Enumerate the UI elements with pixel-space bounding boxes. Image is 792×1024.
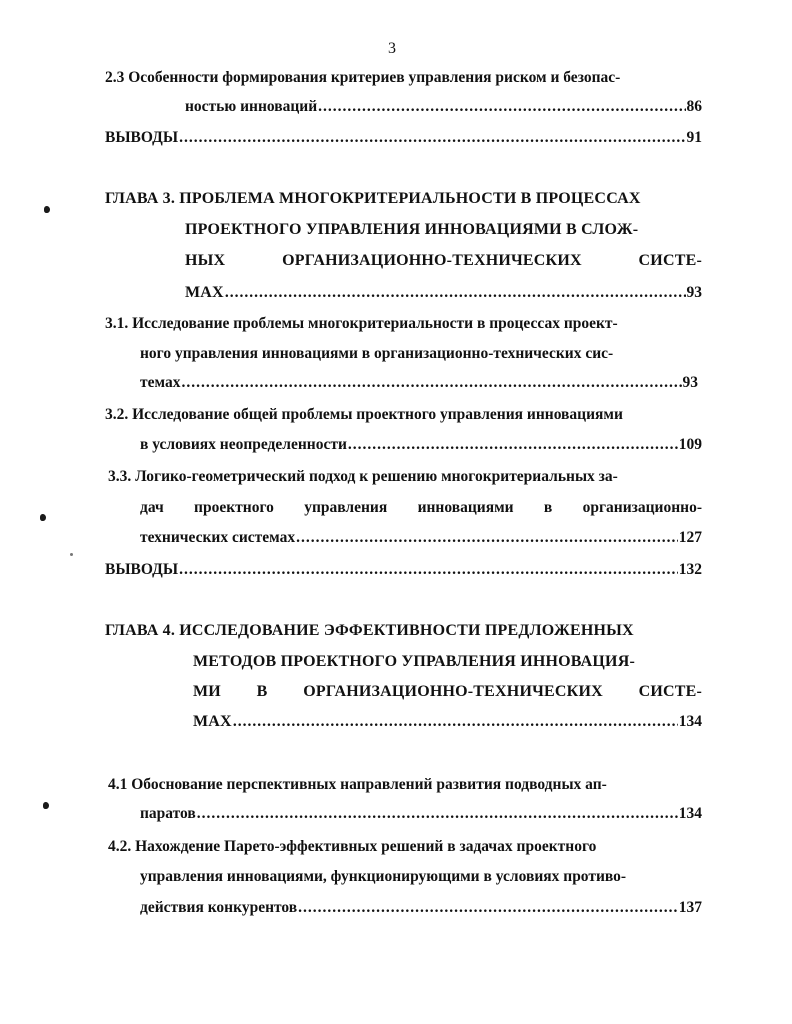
toc-entry-4-2-title-line-2: управления инновациями, функционирующими в условиях противо- — [140, 868, 627, 885]
toc-entry-3-2-line-1 — [105, 404, 702, 426]
toc-chapter-4-title-line-2: МЕТОДОВ ПРОЕКТНОГО УПРАВЛЕНИЯ ИННОВАЦИЯ- — [193, 653, 635, 670]
toc-leader-dots — [233, 711, 678, 733]
toc-entry-3-3-word: проектного — [194, 499, 274, 516]
toc-entry-3-2-title-line-1: 3.2. Исследование общей проблемы проектного управления инновациями — [105, 406, 623, 423]
toc-entry-conclusions-2-title: ВЫВОДЫ — [105, 129, 179, 146]
toc-entry-3-1-line-2 — [140, 343, 702, 365]
toc-entry-3-2-title-line-2: в условиях неопределенности — [140, 436, 347, 453]
toc-entry-4-1-line-1 — [108, 774, 702, 796]
toc-chapter-4-title-line-4: МАХ — [193, 713, 232, 730]
toc-entry-2-3-line-1 — [105, 67, 702, 89]
toc-chapter-3-title-line-4: МАХ — [185, 284, 224, 301]
toc-entry-4-2-title-line-1: 4.2. Нахождение Парето-эффективных решений в задачах проектного — [108, 838, 597, 855]
toc-leader-dots — [296, 527, 678, 549]
toc-entry-3-3-line-3 — [140, 527, 702, 549]
toc-entry-3-3-word: инновациями — [417, 499, 514, 516]
toc-entry-conclusions-3-page: 132 — [678, 561, 702, 578]
toc-chapter-3-line-2 — [185, 219, 702, 241]
toc-leader-dots — [298, 897, 678, 919]
scan-speck — [43, 802, 49, 809]
toc-entry-4-1-title-line-1: 4.1 Обоснование перспективных направлений развития подводных ап- — [108, 776, 607, 793]
toc-entry-3-3-word: управления — [304, 499, 388, 516]
toc-leader-dots — [179, 559, 678, 581]
page-number: 3 — [388, 40, 396, 57]
toc-entry-3-1-page: 93 — [682, 374, 698, 391]
toc-entry-3-2-line-2 — [140, 434, 702, 456]
toc-chapter-3-page: 93 — [686, 284, 702, 301]
toc-chapter-3-word: ОРГАНИЗАЦИОННО-ТЕХНИЧЕСКИХ — [282, 252, 582, 269]
toc-chapter-3-word: СИСТЕ- — [638, 252, 702, 269]
toc-chapter-4-line-3 — [193, 681, 702, 703]
scan-speck — [40, 514, 46, 521]
toc-entry-3-1-title-line-2: ного управления инновациями в организационно-технических сис- — [140, 345, 614, 362]
toc-chapter-4-word: ОРГАНИЗАЦИОННО-ТЕХНИЧЕСКИХ — [303, 683, 603, 700]
toc-entry-2-3-title-line-2: ностью инноваций — [185, 98, 318, 115]
toc-leader-dots — [348, 434, 678, 456]
toc-entry-4-2-title-line-3: действия конкурентов — [140, 899, 298, 916]
toc-entry-3-3-line-2 — [140, 497, 702, 519]
toc-chapter-4-word: МИ — [193, 683, 221, 700]
scan-speck — [70, 553, 73, 556]
toc-chapter-4-line-1 — [105, 620, 702, 642]
toc-entry-conclusions-3-title: ВЫВОДЫ — [105, 561, 179, 578]
toc-entry-4-2-line-1 — [108, 836, 702, 858]
toc-leader-dots — [181, 372, 681, 394]
toc-chapter-3-line-1 — [105, 188, 702, 210]
toc-entry-3-3-line-1 — [108, 466, 702, 488]
toc-entry-4-1-page: 134 — [678, 805, 702, 822]
toc-chapter-4-page: 134 — [678, 713, 702, 730]
toc-entry-conclusions-2-page: 91 — [686, 129, 702, 146]
toc-entry-3-3-word: в — [543, 499, 553, 516]
toc-chapter-3-line-3 — [185, 250, 702, 272]
toc-entry-3-3-page: 127 — [678, 529, 702, 546]
toc-entry-conclusions-3 — [105, 559, 702, 581]
toc-entry-3-1-title-line-3: темах — [140, 374, 181, 391]
toc-entry-3-2-page: 109 — [678, 436, 702, 453]
toc-leader-dots — [179, 127, 685, 149]
toc-entry-2-3-line-2 — [185, 96, 702, 118]
toc-entry-3-1-line-3 — [140, 372, 698, 394]
toc-entry-4-2-line-2 — [140, 866, 702, 888]
toc-entry-3-1-line-1 — [105, 313, 702, 335]
toc-entry-conclusions-2 — [105, 127, 702, 149]
toc-chapter-3-title-line-1: ГЛАВА 3. ПРОБЛЕМА МНОГОКРИТЕРИАЛЬНОСТИ В ПРОЦЕССАХ — [105, 190, 641, 207]
toc-entry-3-3-word: организационно- — [582, 499, 702, 516]
toc-entry-3-3-title-line-1: 3.3. Логико-геометрический подход к решению многокритериальных за- — [108, 468, 618, 485]
toc-entry-4-1-line-2 — [140, 803, 702, 825]
toc-entry-2-3-title-line-1: 2.3 Особенности формирования критериев управления риском и безопас- — [105, 69, 621, 86]
toc-entry-4-2-page: 137 — [678, 899, 702, 916]
toc-chapter-4-line-2 — [193, 651, 702, 673]
toc-chapter-3-line-4 — [185, 282, 702, 304]
toc-entry-3-1-title-line-1: 3.1. Исследование проблемы многокритериальности в процессах проект- — [105, 315, 618, 332]
toc-chapter-3-title-line-2: ПРОЕКТНОГО УПРАВЛЕНИЯ ИННОВАЦИЯМИ В СЛОЖ- — [185, 221, 639, 238]
toc-chapter-4-word: В — [256, 683, 268, 700]
toc-leader-dots — [225, 282, 686, 304]
toc-entry-3-3-word: дач — [140, 499, 164, 516]
toc-chapter-4-word: СИСТЕ- — [638, 683, 702, 700]
toc-leader-dots — [197, 803, 678, 825]
scan-speck — [44, 206, 50, 213]
toc-entry-4-1-title-line-2: паратов — [140, 805, 196, 822]
toc-entry-4-2-line-3 — [140, 897, 702, 919]
toc-entry-3-3-title-line-3: технических системах — [140, 529, 296, 546]
toc-chapter-3-word: НЫХ — [185, 252, 226, 269]
toc-chapter-4-title-line-1: ГЛАВА 4. ИССЛЕДОВАНИЕ ЭФФЕКТИВНОСТИ ПРЕДЛОЖЕННЫХ — [105, 622, 634, 639]
toc-leader-dots — [318, 96, 685, 118]
toc-entry-2-3-page: 86 — [686, 98, 702, 115]
toc-chapter-4-line-4 — [193, 711, 702, 733]
